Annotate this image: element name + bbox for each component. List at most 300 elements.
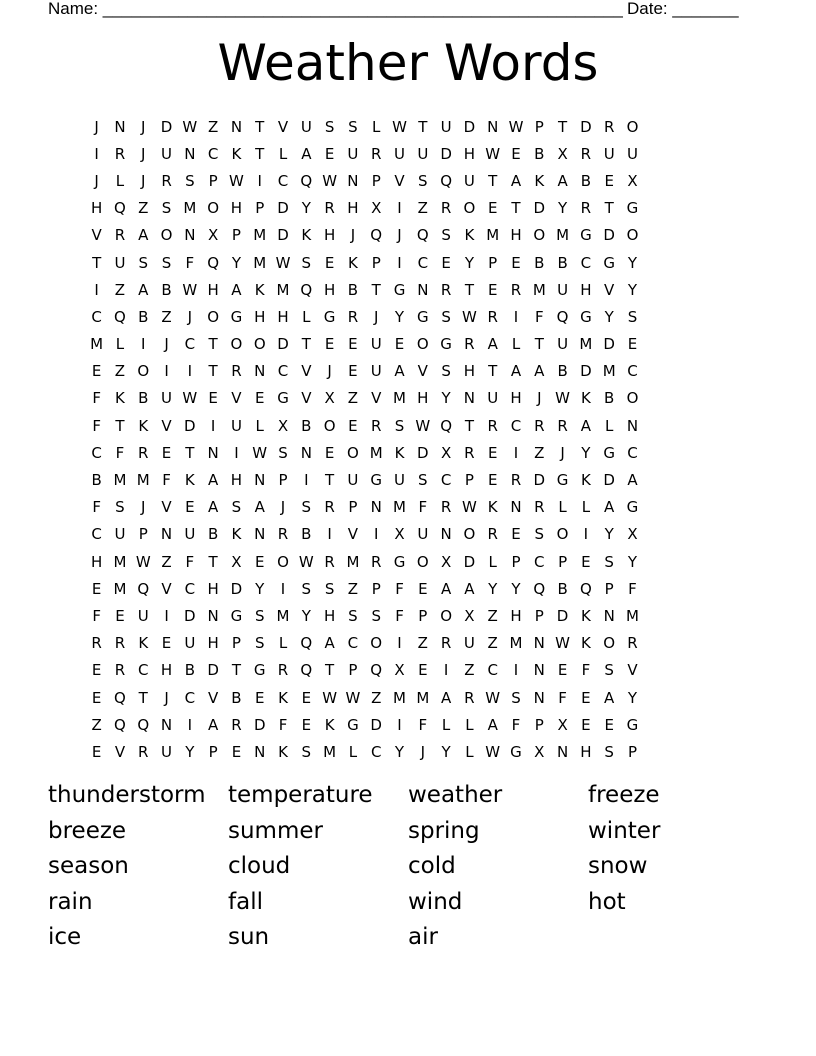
grid-letter[interactable]: G (230, 606, 243, 625)
grid-letter[interactable]: X (627, 525, 638, 544)
grid-letter[interactable]: N (533, 688, 545, 707)
grid-letter[interactable]: C (347, 634, 359, 653)
grid-letter[interactable]: W (322, 171, 338, 190)
grid-letter[interactable]: F (628, 579, 637, 598)
grid-letter[interactable]: Y (604, 307, 614, 326)
grid-letter[interactable]: A (254, 498, 265, 517)
grid-letter[interactable]: A (231, 280, 242, 299)
grid-letter[interactable]: S (534, 525, 545, 544)
grid-letter[interactable]: Y (627, 280, 638, 299)
grid-letter[interactable]: U (417, 525, 429, 544)
grid-letter[interactable]: P (208, 742, 218, 761)
grid-letter[interactable]: V (161, 498, 172, 517)
grid-letter[interactable]: R (557, 416, 568, 435)
grid-letter[interactable]: D (277, 335, 289, 354)
grid-letter[interactable]: Y (301, 606, 311, 625)
grid-letter[interactable]: X (557, 144, 568, 163)
grid-letter[interactable]: U (463, 634, 475, 653)
grid-letter[interactable]: O (160, 226, 173, 245)
grid-letter[interactable]: Q (114, 199, 126, 218)
grid-letter[interactable]: V (604, 280, 615, 299)
grid-letter[interactable]: E (487, 280, 498, 299)
grid-letter[interactable]: T (371, 280, 381, 299)
grid-letter[interactable]: O (137, 362, 150, 381)
grid-letter[interactable]: J (560, 443, 565, 462)
grid-letter[interactable]: P (464, 471, 474, 490)
grid-letter[interactable]: H (207, 579, 219, 598)
grid-letter[interactable]: R (138, 443, 149, 462)
grid-letter[interactable]: M (323, 742, 337, 761)
grid-letter[interactable]: S (348, 117, 358, 136)
grid-letter[interactable]: N (626, 416, 639, 435)
grid-letter[interactable]: D (417, 443, 429, 462)
grid-letter[interactable]: E (91, 579, 102, 598)
grid-letter[interactable]: S (348, 606, 358, 625)
grid-letter[interactable]: R (114, 634, 126, 653)
grid-letter[interactable]: N (254, 525, 266, 544)
grid-letter[interactable]: W (461, 307, 477, 326)
grid-letter[interactable]: T (301, 335, 311, 354)
grid-letter[interactable]: P (488, 253, 498, 272)
grid-letter[interactable]: O (253, 335, 266, 354)
grid-letter[interactable]: P (534, 715, 544, 734)
grid-letter[interactable]: E (487, 471, 498, 490)
grid-letter[interactable]: L (278, 144, 288, 163)
grid-letter[interactable]: Z (487, 606, 498, 625)
grid-letter[interactable]: D (463, 117, 476, 136)
grid-letter[interactable]: J (141, 144, 146, 163)
grid-letter[interactable]: K (278, 688, 288, 707)
grid-letter[interactable]: S (301, 253, 312, 272)
grid-letter[interactable]: E (254, 688, 265, 707)
grid-letter[interactable]: M (276, 606, 290, 625)
grid-letter[interactable]: T (488, 362, 498, 381)
grid-letter[interactable]: A (510, 362, 522, 381)
grid-letter[interactable]: C (627, 362, 638, 381)
grid-letter[interactable]: F (395, 579, 404, 598)
grid-letter[interactable]: J (141, 171, 146, 190)
grid-letter[interactable]: Z (161, 552, 172, 571)
grid-letter[interactable]: E (254, 552, 265, 571)
grid-letter[interactable]: N (556, 742, 569, 761)
grid-letter[interactable]: D (253, 715, 266, 734)
grid-letter[interactable]: C (184, 579, 196, 598)
grid-letter[interactable]: T (185, 443, 195, 462)
date-field[interactable]: Date: _______ (627, 0, 739, 18)
grid-letter[interactable]: T (464, 280, 474, 299)
grid-letter[interactable]: W (322, 688, 338, 707)
grid-letter[interactable]: I (94, 144, 99, 163)
grid-letter[interactable]: M (253, 226, 267, 245)
grid-letter[interactable]: N (370, 498, 382, 517)
grid-letter[interactable]: E (301, 715, 312, 734)
grid-letter[interactable]: A (627, 471, 638, 490)
grid-letter[interactable]: X (627, 171, 638, 190)
grid-letter[interactable]: W (392, 117, 407, 136)
grid-letter[interactable]: S (604, 661, 614, 680)
grid-letter[interactable]: Q (300, 171, 313, 190)
grid-letter[interactable]: W (345, 688, 361, 707)
grid-letter[interactable]: M (393, 498, 406, 517)
grid-letter[interactable]: G (230, 307, 243, 326)
grid-letter[interactable]: L (511, 335, 521, 354)
grid-letter[interactable]: J (94, 117, 99, 136)
grid-letter[interactable]: I (397, 715, 402, 734)
grid-letter[interactable]: O (626, 226, 639, 245)
grid-letter[interactable]: U (370, 335, 382, 354)
grid-letter[interactable]: U (487, 389, 499, 408)
grid-letter[interactable]: R (114, 226, 126, 245)
grid-letter[interactable]: A (557, 171, 568, 190)
grid-letter[interactable]: B (347, 280, 359, 299)
grid-letter[interactable]: H (580, 280, 592, 299)
grid-letter[interactable]: E (91, 362, 102, 381)
grid-letter[interactable]: Q (300, 661, 313, 680)
grid-letter[interactable]: L (302, 307, 311, 326)
grid-letter[interactable]: F (92, 498, 101, 517)
grid-letter[interactable]: Q (440, 416, 452, 435)
grid-letter[interactable]: D (580, 117, 592, 136)
grid-letter[interactable]: O (463, 199, 476, 218)
grid-letter[interactable]: J (141, 498, 146, 517)
grid-letter[interactable]: K (347, 253, 358, 272)
grid-letter[interactable]: L (488, 552, 497, 571)
grid-letter[interactable]: E (604, 715, 614, 734)
grid-letter[interactable]: M (369, 443, 383, 462)
grid-letter[interactable]: R (487, 307, 498, 326)
grid-letter[interactable]: F (162, 471, 171, 490)
grid-letter[interactable]: U (347, 144, 359, 163)
grid-letter[interactable]: R (370, 416, 382, 435)
grid-letter[interactable]: J (164, 335, 169, 354)
grid-letter[interactable]: S (254, 634, 265, 653)
grid-letter[interactable]: Y (604, 525, 614, 544)
grid-letter[interactable]: J (350, 226, 356, 245)
grid-letter[interactable]: E (581, 688, 591, 707)
grid-letter[interactable]: A (464, 579, 475, 598)
grid-letter[interactable]: V (231, 389, 242, 408)
grid-letter[interactable]: E (91, 742, 102, 761)
grid-letter[interactable]: K (138, 634, 149, 653)
name-field[interactable]: Name: _______________________________________________________ (48, 0, 623, 18)
grid-letter[interactable]: C (417, 253, 429, 272)
grid-letter[interactable]: T (418, 117, 428, 136)
grid-letter[interactable]: L (441, 715, 451, 734)
grid-letter[interactable]: K (231, 144, 242, 163)
grid-letter[interactable]: E (581, 715, 591, 734)
grid-letter[interactable]: S (161, 253, 172, 272)
grid-letter[interactable]: R (138, 742, 149, 761)
grid-letter[interactable]: W (485, 144, 501, 163)
grid-letter[interactable]: J (187, 307, 193, 326)
grid-letter[interactable]: S (418, 171, 428, 190)
grid-letter[interactable]: F (92, 389, 101, 408)
grid-letter[interactable]: S (441, 307, 451, 326)
grid-letter[interactable]: Q (556, 307, 569, 326)
grid-letter[interactable]: F (418, 715, 428, 734)
grid-letter[interactable]: A (208, 471, 219, 490)
grid-letter[interactable]: H (323, 280, 336, 299)
grid-letter[interactable]: E (324, 335, 335, 354)
grid-letter[interactable]: E (581, 552, 591, 571)
grid-letter[interactable]: V (417, 362, 428, 381)
grid-letter[interactable]: K (115, 389, 125, 408)
grid-letter[interactable]: W (555, 389, 570, 408)
grid-letter[interactable]: K (278, 742, 288, 761)
grid-letter[interactable]: E (115, 606, 125, 625)
grid-letter[interactable]: S (627, 307, 638, 326)
grid-letter[interactable]: H (91, 199, 103, 218)
grid-letter[interactable]: R (324, 199, 335, 218)
grid-letter[interactable]: I (397, 199, 402, 218)
grid-letter[interactable]: U (440, 117, 452, 136)
grid-letter[interactable]: J (397, 226, 402, 245)
grid-letter[interactable]: Z (138, 199, 149, 218)
grid-letter[interactable]: Z (534, 443, 545, 462)
grid-letter[interactable]: P (627, 742, 637, 761)
grid-letter[interactable]: K (534, 171, 545, 190)
grid-letter[interactable]: S (441, 226, 451, 245)
grid-letter[interactable]: F (534, 307, 544, 326)
grid-letter[interactable]: E (418, 579, 428, 598)
grid-letter[interactable]: U (626, 144, 638, 163)
grid-letter[interactable]: O (603, 634, 616, 653)
grid-letter[interactable]: N (160, 715, 173, 734)
grid-letter[interactable]: Q (440, 171, 452, 190)
grid-letter[interactable]: Y (627, 552, 638, 571)
grid-letter[interactable]: N (114, 117, 126, 136)
grid-letter[interactable]: I (513, 307, 519, 326)
grid-letter[interactable]: W (298, 552, 314, 571)
grid-letter[interactable]: C (91, 443, 102, 462)
grid-letter[interactable]: Z (347, 389, 359, 408)
grid-letter[interactable]: Z (417, 199, 428, 218)
grid-letter[interactable]: Q (370, 226, 383, 245)
grid-letter[interactable]: P (534, 606, 544, 625)
grid-letter[interactable]: V (627, 661, 638, 680)
grid-letter[interactable]: R (440, 634, 452, 653)
grid-letter[interactable]: I (210, 416, 216, 435)
grid-letter[interactable]: K (254, 280, 265, 299)
grid-letter[interactable]: W (415, 416, 431, 435)
grid-letter[interactable]: N (184, 144, 196, 163)
grid-letter[interactable]: I (94, 280, 99, 299)
grid-letter[interactable]: S (115, 498, 125, 517)
grid-letter[interactable]: Q (137, 579, 150, 598)
grid-letter[interactable]: E (394, 335, 405, 354)
grid-letter[interactable]: Y (301, 199, 311, 218)
grid-letter[interactable]: H (323, 226, 336, 245)
grid-letter[interactable]: H (463, 144, 476, 163)
grid-letter[interactable]: E (91, 661, 102, 680)
grid-letter[interactable]: W (252, 443, 268, 462)
grid-letter[interactable]: R (370, 144, 382, 163)
grid-letter[interactable]: T (325, 471, 335, 490)
grid-letter[interactable]: T (208, 335, 218, 354)
grid-letter[interactable]: N (510, 498, 522, 517)
grid-letter[interactable]: E (324, 253, 335, 272)
grid-letter[interactable]: C (91, 307, 102, 326)
grid-letter[interactable]: B (138, 307, 149, 326)
grid-letter[interactable]: X (464, 606, 475, 625)
grid-letter[interactable]: B (534, 144, 545, 163)
grid-letter[interactable]: E (231, 742, 242, 761)
grid-letter[interactable]: S (604, 552, 614, 571)
grid-letter[interactable]: E (627, 335, 638, 354)
grid-letter[interactable]: B (557, 362, 568, 381)
grid-letter[interactable]: X (371, 199, 382, 218)
grid-letter[interactable]: I (583, 525, 589, 544)
grid-letter[interactable]: A (208, 715, 219, 734)
grid-letter[interactable]: E (208, 389, 218, 408)
grid-letter[interactable]: P (371, 171, 381, 190)
grid-letter[interactable]: U (161, 742, 173, 761)
grid-letter[interactable]: X (207, 226, 219, 245)
grid-letter[interactable]: E (511, 144, 521, 163)
grid-letter[interactable]: J (280, 498, 286, 517)
grid-letter[interactable]: N (254, 362, 266, 381)
grid-letter[interactable]: C (184, 688, 196, 707)
grid-letter[interactable]: T (534, 335, 544, 354)
grid-letter[interactable]: G (580, 307, 592, 326)
grid-letter[interactable]: U (114, 253, 126, 272)
grid-letter[interactable]: B (138, 389, 149, 408)
grid-letter[interactable]: N (440, 525, 452, 544)
grid-letter[interactable]: O (626, 389, 639, 408)
grid-letter[interactable]: V (114, 742, 126, 761)
grid-letter[interactable]: D (277, 226, 289, 245)
grid-letter[interactable]: I (164, 606, 169, 625)
grid-letter[interactable]: H (580, 742, 592, 761)
grid-letter[interactable]: R (440, 498, 452, 517)
grid-letter[interactable]: D (603, 335, 615, 354)
grid-letter[interactable]: I (397, 253, 402, 272)
grid-letter[interactable]: H (230, 471, 243, 490)
grid-letter[interactable]: L (255, 416, 264, 435)
grid-letter[interactable]: P (604, 579, 614, 598)
grid-letter[interactable]: G (323, 307, 336, 326)
grid-letter[interactable]: Z (114, 280, 126, 299)
grid-letter[interactable]: O (463, 525, 476, 544)
grid-letter[interactable]: G (580, 226, 592, 245)
grid-letter[interactable]: M (113, 579, 127, 598)
grid-letter[interactable]: K (324, 715, 335, 734)
grid-letter[interactable]: N (207, 606, 219, 625)
grid-letter[interactable]: X (231, 552, 242, 571)
grid-letter[interactable]: E (511, 253, 521, 272)
grid-letter[interactable]: X (277, 416, 289, 435)
grid-letter[interactable]: U (347, 471, 359, 490)
grid-letter[interactable]: X (440, 552, 452, 571)
grid-letter[interactable]: P (231, 226, 241, 245)
grid-letter[interactable]: M (113, 471, 127, 490)
grid-letter[interactable]: G (253, 661, 266, 680)
grid-letter[interactable]: P (418, 606, 428, 625)
grid-letter[interactable]: C (184, 335, 196, 354)
grid-letter[interactable]: J (537, 389, 542, 408)
grid-letter[interactable]: F (185, 552, 195, 571)
grid-letter[interactable]: C (138, 661, 149, 680)
grid-letter[interactable]: R (277, 661, 289, 680)
grid-letter[interactable]: H (347, 199, 359, 218)
grid-letter[interactable]: Z (487, 634, 498, 653)
grid-letter[interactable]: C (510, 416, 522, 435)
grid-letter[interactable]: N (207, 443, 219, 462)
grid-letter[interactable]: A (604, 498, 615, 517)
grid-letter[interactable]: P (255, 199, 265, 218)
grid-letter[interactable]: U (394, 471, 405, 490)
grid-letter[interactable]: H (510, 606, 522, 625)
grid-letter[interactable]: D (603, 226, 615, 245)
grid-letter[interactable]: D (184, 416, 196, 435)
grid-letter[interactable]: D (207, 661, 219, 680)
grid-letter[interactable]: H (207, 634, 219, 653)
grid-letter[interactable]: Z (371, 688, 382, 707)
grid-letter[interactable]: U (370, 362, 382, 381)
grid-letter[interactable]: H (463, 362, 476, 381)
grid-letter[interactable]: R (603, 117, 615, 136)
grid-letter[interactable]: W (182, 280, 198, 299)
grid-letter[interactable]: E (348, 335, 358, 354)
grid-letter[interactable]: A (604, 688, 615, 707)
grid-letter[interactable]: N (417, 280, 429, 299)
grid-letter[interactable]: D (370, 715, 382, 734)
grid-letter[interactable]: L (581, 498, 591, 517)
grid-letter[interactable]: S (441, 362, 451, 381)
grid-letter[interactable]: P (371, 253, 381, 272)
grid-letter[interactable]: O (556, 525, 569, 544)
grid-letter[interactable]: W (485, 742, 501, 761)
grid-letter[interactable]: I (443, 661, 449, 680)
grid-letter[interactable]: R (510, 280, 522, 299)
grid-letter[interactable]: L (465, 742, 474, 761)
grid-letter[interactable]: T (325, 661, 335, 680)
grid-letter[interactable]: F (581, 661, 591, 680)
grid-letter[interactable]: X (440, 443, 452, 462)
grid-letter[interactable]: L (465, 715, 474, 734)
grid-letter[interactable]: J (420, 742, 426, 761)
grid-letter[interactable]: H (160, 661, 173, 680)
grid-letter[interactable]: B (207, 525, 219, 544)
grid-letter[interactable]: R (580, 199, 592, 218)
grid-letter[interactable]: D (277, 199, 289, 218)
grid-letter[interactable]: R (277, 525, 289, 544)
grid-letter[interactable]: Q (579, 579, 592, 598)
grid-letter[interactable]: C (207, 144, 219, 163)
grid-letter[interactable]: H (323, 606, 336, 625)
grid-letter[interactable]: N (230, 117, 243, 136)
grid-letter[interactable]: Q (370, 661, 383, 680)
grid-letter[interactable]: F (418, 498, 428, 517)
grid-letter[interactable]: Q (533, 579, 546, 598)
grid-letter[interactable]: A (440, 688, 452, 707)
grid-letter[interactable]: U (417, 144, 429, 163)
grid-letter[interactable]: R (324, 552, 335, 571)
grid-letter[interactable]: Y (511, 579, 521, 598)
grid-letter[interactable]: G (370, 471, 383, 490)
grid-letter[interactable]: Z (161, 307, 172, 326)
grid-letter[interactable]: F (115, 443, 125, 462)
grid-letter[interactable]: S (161, 199, 172, 218)
grid-letter[interactable]: O (277, 552, 289, 571)
grid-letter[interactable]: H (510, 389, 522, 408)
grid-letter[interactable]: I (327, 525, 332, 544)
grid-letter[interactable]: M (393, 389, 406, 408)
grid-letter[interactable]: Z (114, 362, 126, 381)
grid-letter[interactable]: P (371, 579, 381, 598)
grid-letter[interactable]: H (417, 389, 429, 408)
grid-letter[interactable]: S (604, 742, 614, 761)
